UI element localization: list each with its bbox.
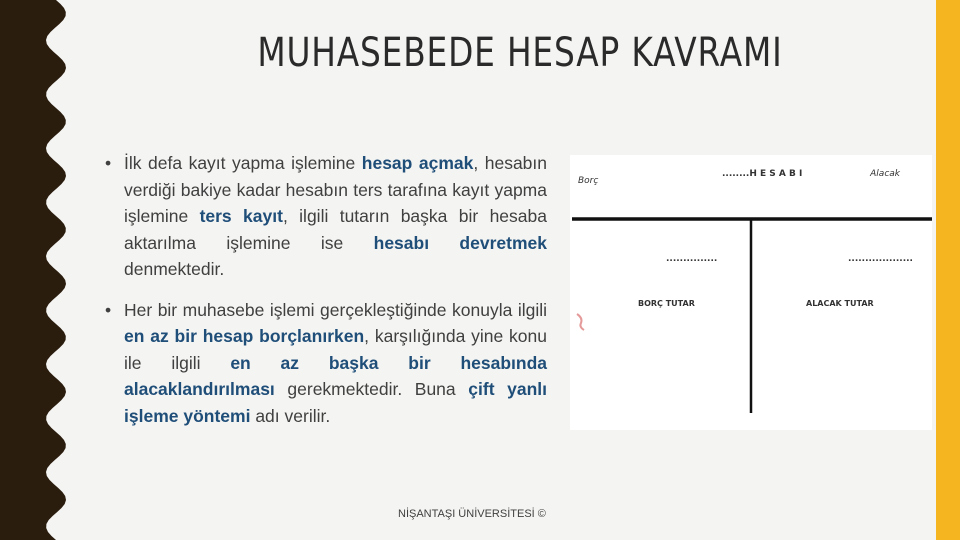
t-account-right-dots: ...................: [848, 254, 913, 264]
bullet-text: Her bir muhasebe işlemi gerçekleştiğinde konuyla ilgili: [124, 299, 547, 320]
highlighted-term: hesap açmak: [361, 153, 474, 173]
bullet-text: denmektedir.: [124, 259, 225, 279]
bullet-text: , karşılığında yine konu ile ilgili: [124, 326, 548, 373]
slide-title: MUHASEBEDE HESAP KAVRAMI: [257, 30, 783, 76]
t-account-right-label: Alacak: [870, 169, 900, 179]
t-account-left-dots: ...............: [666, 254, 718, 264]
t-account-header: ........H E S A B I: [722, 169, 803, 179]
bullet-text: adı verilir.: [250, 405, 331, 426]
highlighted-term: ters kayıt: [199, 206, 283, 226]
highlighted-term: en az bir hesap borçlanırken: [124, 326, 365, 346]
bullet-list: [105, 150, 547, 443]
bullet-text: , hesabın verdiği bakiye kadar hesabın ters tarafına kayıt yapma işlemine: [124, 153, 548, 226]
accent-stripe: [936, 0, 960, 540]
bullet-item: [105, 150, 547, 283]
bullet-text: gerekmektedir. Buna: [274, 379, 469, 399]
t-account-debit-amount: BORÇ TUTAR: [638, 299, 695, 308]
t-account-left-label: Borç: [578, 176, 599, 186]
highlighted-term: hesabı devretmek: [373, 232, 547, 253]
bullet-text: , ilgili tutarın başka bir hesaba aktarılma işlemine ise: [124, 206, 547, 253]
highlighted-term: en az başka bir hesabında alacaklandırılması: [124, 352, 548, 399]
bullet-dot: •: [105, 153, 112, 173]
footer-copyright: NİŞANTAŞI ÜNİVERSİTESİ ©: [398, 508, 546, 520]
t-account-credit-amount: ALACAK TUTAR: [806, 299, 874, 308]
decorative-red-mark: [574, 312, 588, 332]
highlighted-term: çift yanlı işleme yöntemi: [124, 379, 547, 426]
bullet-text: İlk defa kayıt yapma işlemine: [124, 153, 362, 173]
bullet-dot: •: [105, 299, 112, 320]
t-account-diagram: [570, 155, 932, 430]
decorative-wavy-border: [0, 0, 70, 540]
bullet-item: [105, 297, 547, 430]
